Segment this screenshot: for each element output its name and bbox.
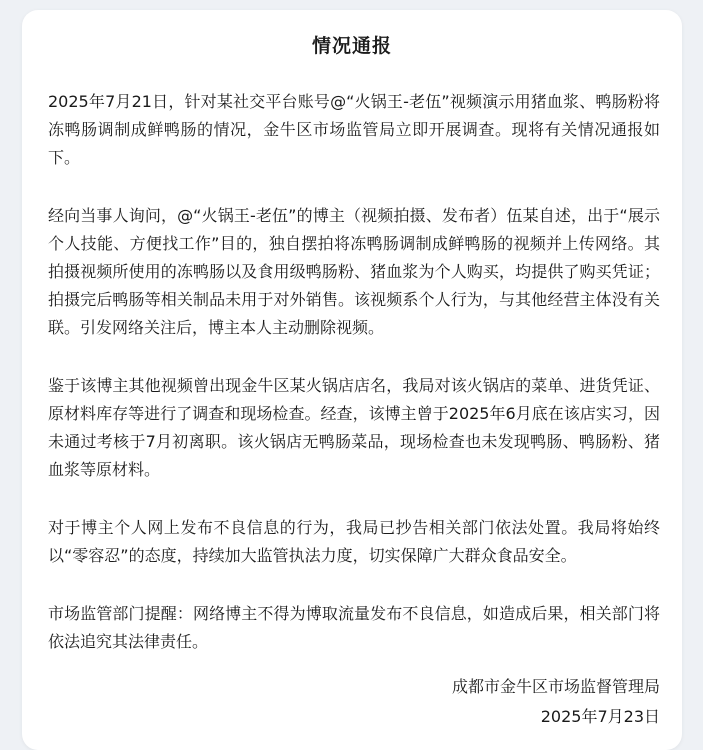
notice-title: 情况通报 [311,35,392,57]
paragraph-reminder: 市场监管部门提醒：网络博主不得为博取流量发布不良信息，如造成后果，相关部门将依法追究其法律责任。 [48,604,660,651]
notice-card [22,10,682,750]
paragraph-intro: 2025年7月21日，针对某社交平台账号@“火锅王-老伍”视频演示用猪血浆、鸭肠粉将冻鸭肠调制成鲜鸭肠的情况，金牛区市场监管局立即开展调查。现将有关情况通报如下。 [48,92,660,167]
issuer-name: 成都市金牛区市场监督管理局 [451,677,660,696]
notice-body [48,88,660,686]
paragraph-inquiry: 经向当事人询问，@“火锅王-老伍”的博主（视频拍摄、发布者）伍某自述，出于“展示个人技能、方便找工作”目的，独自摆拍将冻鸭肠调制成鲜鸭肠的视频并上传网络。其拍摄视频所使用的冻鸭肠以及食用级鸭肠粉、猪血浆为个人购买，均提供了购买凭证；拍摄完后鸭肠等相关制品未用于对外销售。该视频系个人行为，与其他经营主体没有关联。引发网络关注后，博主本人主动删除视频。 [48,206,660,337]
issue-date: 2025年7月23日 [540,707,660,726]
paragraph-handling: 对于博主个人网上发布不良信息的行为，我局已抄告相关部门依法处置。我局将始终以“零容忍”的态度，持续加大监管执法力度，切实保障广大群众食品安全。 [48,518,660,565]
signature-block [452,672,660,732]
paragraph-inspection: 鉴于该博主其他视频曾出现金牛区某火锅店店名，我局对该火锅店的菜单、进货凭证、原材料库存等进行了调查和现场检查。经查，该博主曾于2025年6月底在该店实习，因未通过考核于7月初离职。该火锅店无鸭肠菜品，现场检查也未发现鸭肠、鸭肠粉、猪血浆等原材料。 [48,376,660,479]
